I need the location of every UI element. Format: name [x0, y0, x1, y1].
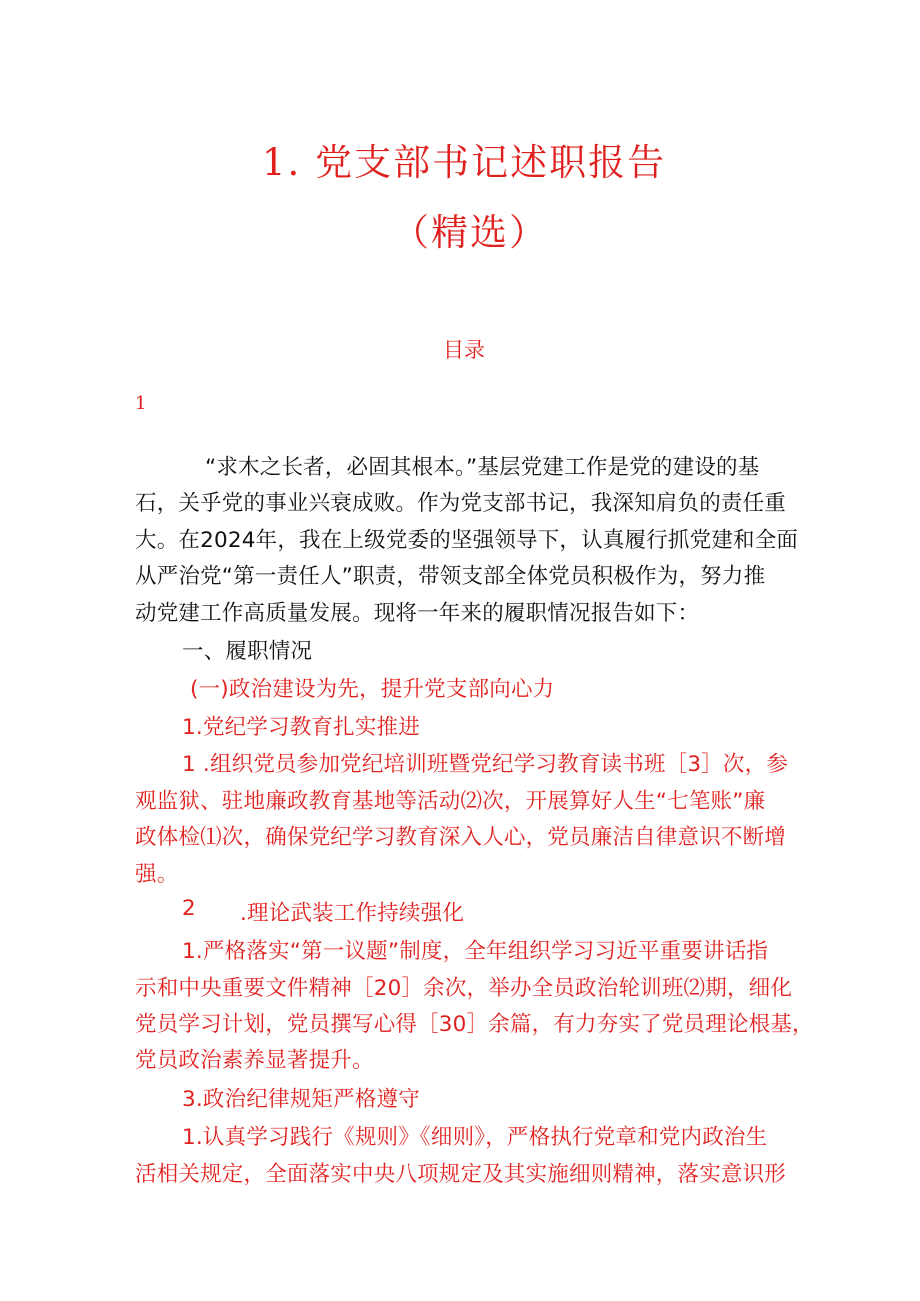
item-paragraph-line: 1.认真学习践行《规则》《细则》，严格执行党章和党内政治生	[182, 1125, 768, 1150]
item-paragraph-line: 党员政治素养显著提升。	[135, 1048, 374, 1073]
intro-line: 从严治党“第一责任人”职责，带领支部全体党员积极作为，努力推	[135, 564, 766, 589]
subsection-heading: (一)政治建设为先，提升党支部向心力	[190, 677, 555, 702]
item-heading: 3.政治纪律规矩严格遵守	[182, 1087, 420, 1112]
item-paragraph-line: 活相关规定，全面落实中央八项规定及其实施细则精神，落实意识形	[135, 1162, 787, 1187]
toc-entry: 1	[135, 393, 147, 414]
item-paragraph-line: 示和中央重要文件精神［20］余次，举办全员政治轮训班⑵期，细化	[135, 976, 793, 1001]
item-paragraph-line: 强。	[135, 862, 179, 887]
document-title: 1. 党支部书记述职报告	[262, 141, 667, 184]
item-paragraph-line: 观监狱、驻地廉政教育基地等活动⑵次，开展算好人生“七笔账”廉	[135, 789, 766, 814]
item-paragraph-line: 1.严格落实“第一议题”制度，全年组织学习习近平重要讲话指	[182, 939, 769, 964]
item-paragraph-line: 政体检⑴次，确保党纪学习教育深入人心，党员廉洁自律意识不断增	[135, 825, 787, 850]
intro-line: “求木之长者，必固其根本。”基层党建工作是党的建设的基	[205, 455, 760, 480]
intro-line: 石，关乎党的事业兴衰成败。作为党支部书记，我深知肩负的责任重	[135, 491, 787, 516]
item-heading: .理论武装工作持续强化	[240, 901, 465, 926]
document-subtitle: （精选）	[392, 211, 548, 254]
item-heading: 1.党纪学习教育扎实推进	[182, 715, 420, 740]
item-paragraph-line: 1 .组织党员参加党纪培训班暨党纪学习教育读书班［3］次，参	[182, 752, 789, 777]
item-heading-number: 2	[182, 896, 196, 921]
toc-heading: 目录	[443, 338, 485, 362]
intro-line: 大。在2024年，我在上级党委的坚强领导下，认真履行抓党建和全面	[135, 528, 799, 553]
intro-line: 动党建工作高质量发展。现将一年来的履职情况报告如下：	[135, 601, 700, 626]
section-heading: 一、履职情况	[182, 639, 313, 664]
item-paragraph-line: 党员学习计划，党员撰写心得［30］余篇，有力夯实了党员理论根基，	[135, 1012, 814, 1037]
